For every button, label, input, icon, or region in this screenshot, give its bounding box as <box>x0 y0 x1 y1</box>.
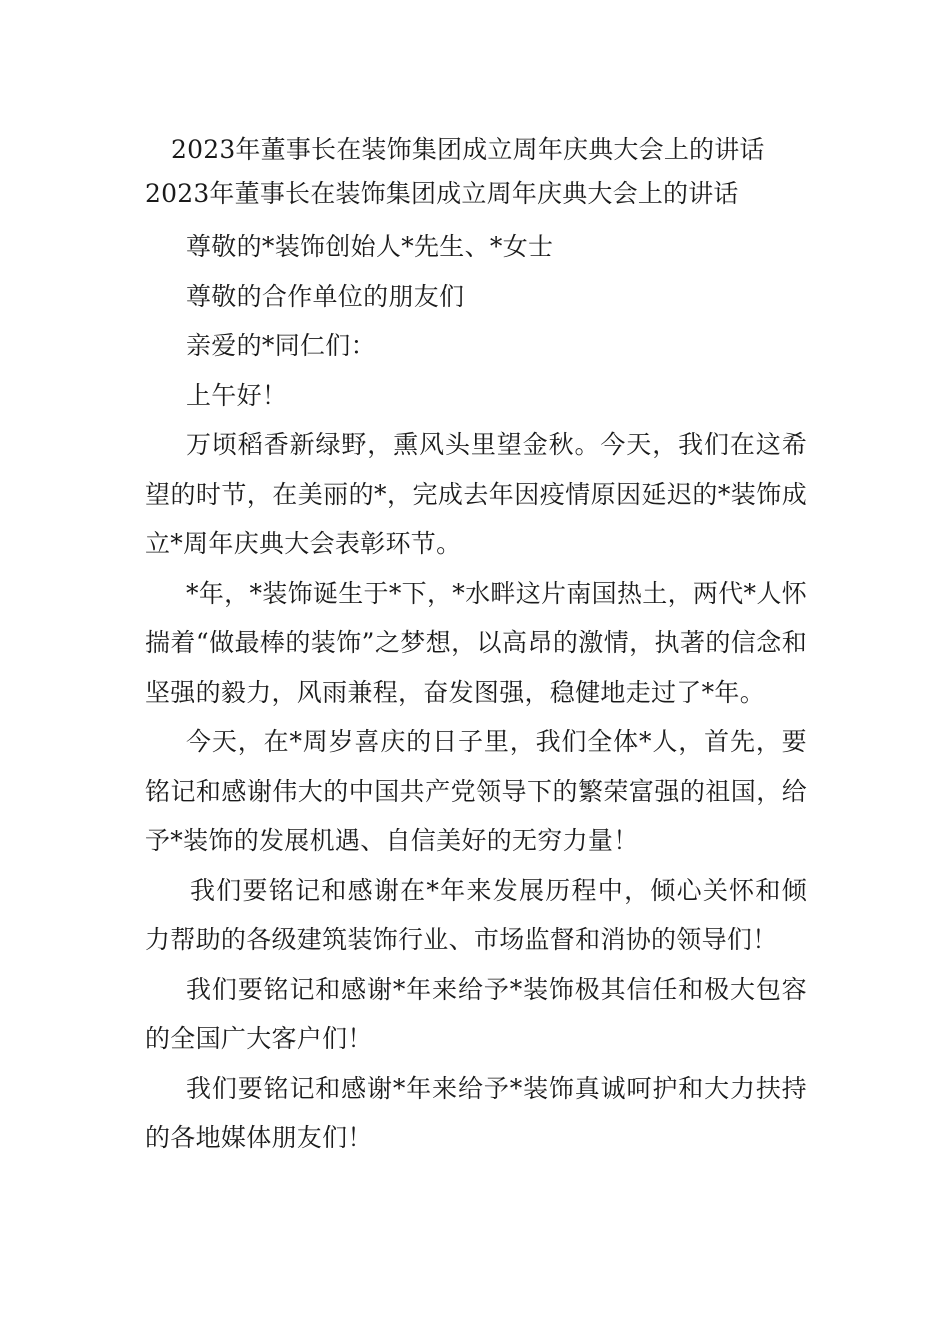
salutation-founders: 尊敬的*装饰创始人*先生、*女士 <box>186 232 554 261</box>
paragraph-thanks-leaders: 我们要铭记和感谢在*年来发展历程中，倾心关怀和倾力帮助的各级建筑装饰行业、市场监督和消协的领导们！ <box>145 875 807 954</box>
salutation-partners: 尊敬的合作单位的朋友们 <box>186 281 465 311</box>
paragraph-opening: 万顷稻香新绿野，熏风头里望金秋。今天，我们在这希望的时节，在美丽的*，完成去年因疫情原因延迟的*装饰成立*周年庆典大会表彰环节。 <box>145 430 807 558</box>
paragraph-history: *年，*装饰诞生于*下，*水畔这片南国热土，两代*人怀揣着“做最棒的装饰”之梦想，以高昂的激情，执著的信念和坚强的毅力，风雨兼程，奋发图强，稳健地走过了*年。 <box>145 578 807 707</box>
paragraph-thanks-country: 今天，在*周岁喜庆的日子里，我们全体*人，首先，要铭记和感谢伟大的中国共产党领导下的繁荣富强的祖国，给予*装饰的发展机遇、自信美好的无穷力量！ <box>145 727 807 855</box>
document-title: 2023年董事长在装饰集团成立周年庆典大会上的讲话 <box>171 135 765 164</box>
paragraph-thanks-customers: 我们要铭记和感谢*年来给予*装饰极其信任和极大包容的全国广大客户们！ <box>145 974 807 1053</box>
salutation-colleagues: 亲爱的*同仁们： <box>186 331 376 360</box>
paragraph-thanks-media: 我们要铭记和感谢*年来给予*装饰真诚呵护和大力扶持的各地媒体朋友们！ <box>145 1073 807 1152</box>
greeting: 上午好！ <box>186 380 288 410</box>
document-title-repeat: 2023年董事长在装饰集团成立周年庆典大会上的讲话 <box>145 179 739 208</box>
document-body <box>145 128 807 1163</box>
